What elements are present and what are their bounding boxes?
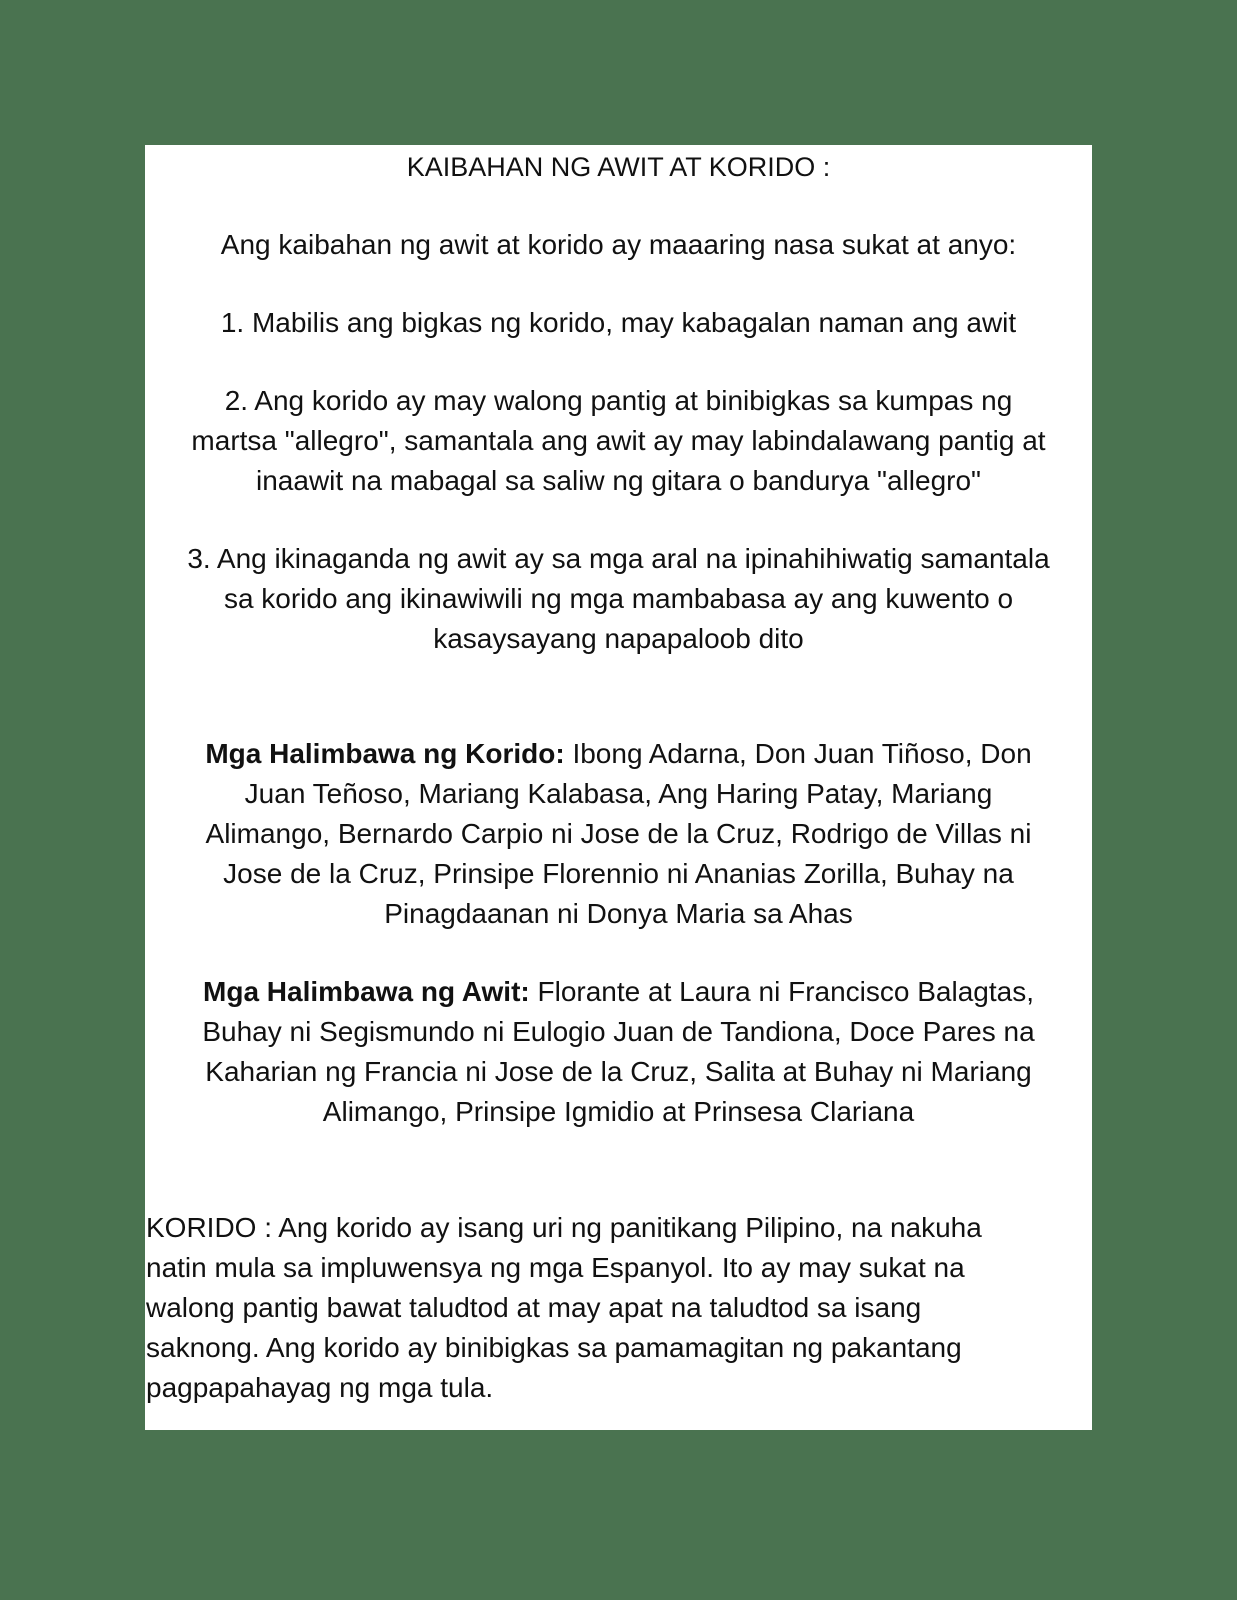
- awit-examples-text: Florante at Laura ni Francisco Balagtas,: [529, 976, 1034, 1007]
- awit-examples-line: Alimango, Prinsipe Igmidio at Prinsesa Clariana: [322, 1096, 915, 1127]
- korido-examples-line: Jose de la Cruz, Prinsipe Florennio ni Ananias Zorilla, Buhay na: [223, 858, 1014, 889]
- intro-text: Ang kaibahan ng awit at korido ay maaaring nasa sukat at anyo:: [220, 229, 1017, 260]
- korido-definition-line: natin mula sa impluwensya ng mga Espanyol. Ito ay may sukat na: [146, 1252, 965, 1283]
- korido-examples-line: [145, 734, 1092, 774]
- point-3-line: 3. Ang ikinaganda ng awit ay sa mga aral na ipinahihiwatig samantala: [187, 543, 1050, 574]
- korido-definition-line: saknong. Ang korido ay binibigkas sa pamamagitan ng pakantang: [146, 1332, 962, 1363]
- awit-examples-line: [145, 972, 1092, 1012]
- page-title: KAIBAHAN NG AWIT AT KORIDO :: [406, 152, 831, 182]
- korido-examples-line: Juan Teñoso, Mariang Kalabasa, Ang Haring Patay, Mariang: [244, 778, 993, 809]
- point-2-line: martsa "allegro", samantala ang awit ay may labindalawang pantig at: [191, 425, 1046, 456]
- awit-examples-line: Buhay ni Segismundo ni Eulogio Juan de Tandiona, Doce Pares na: [202, 1016, 1035, 1047]
- korido-definition-line: walong pantig bawat taludtod at may apat na taludtod sa isang: [146, 1292, 922, 1323]
- awit-examples-label: Mga Halimbawa ng Awit:: [203, 976, 530, 1007]
- korido-examples-text: Ibong Adarna, Don Juan Tiñoso, Don: [564, 738, 1032, 769]
- point-2-line: inaawit na mabagal sa saliw ng gitara o bandurya "allegro": [256, 465, 981, 496]
- point-2-line: 2. Ang korido ay may walong pantig at binibigkas sa kumpas ng: [224, 385, 1013, 416]
- point-3-line: kasaysayang napapaloob dito: [433, 623, 804, 654]
- point-1: 1. Mabilis ang bigkas ng korido, may kabagalan naman ang awit: [220, 307, 1017, 338]
- korido-definition-line: pagpapahayag ng mga tula.: [146, 1372, 494, 1403]
- korido-examples-line: Alimango, Bernardo Carpio ni Jose de la Cruz, Rodrigo de Villas ni: [205, 818, 1032, 849]
- korido-examples-label: Mga Halimbawa ng Korido:: [205, 738, 565, 769]
- point-3-line: sa korido ang ikinawiwili ng mga mambabasa ay ang kuwento o: [223, 583, 1014, 614]
- korido-examples-line: Pinagdaanan ni Donya Maria sa Ahas: [384, 898, 853, 929]
- document-page: [145, 145, 1092, 1430]
- awit-examples-line: Kaharian ng Francia ni Jose de la Cruz, Salita at Buhay ni Mariang: [205, 1056, 1032, 1087]
- korido-definition-line: KORIDO : Ang korido ay isang uri ng panitikang Pilipino, na nakuha: [146, 1212, 982, 1243]
